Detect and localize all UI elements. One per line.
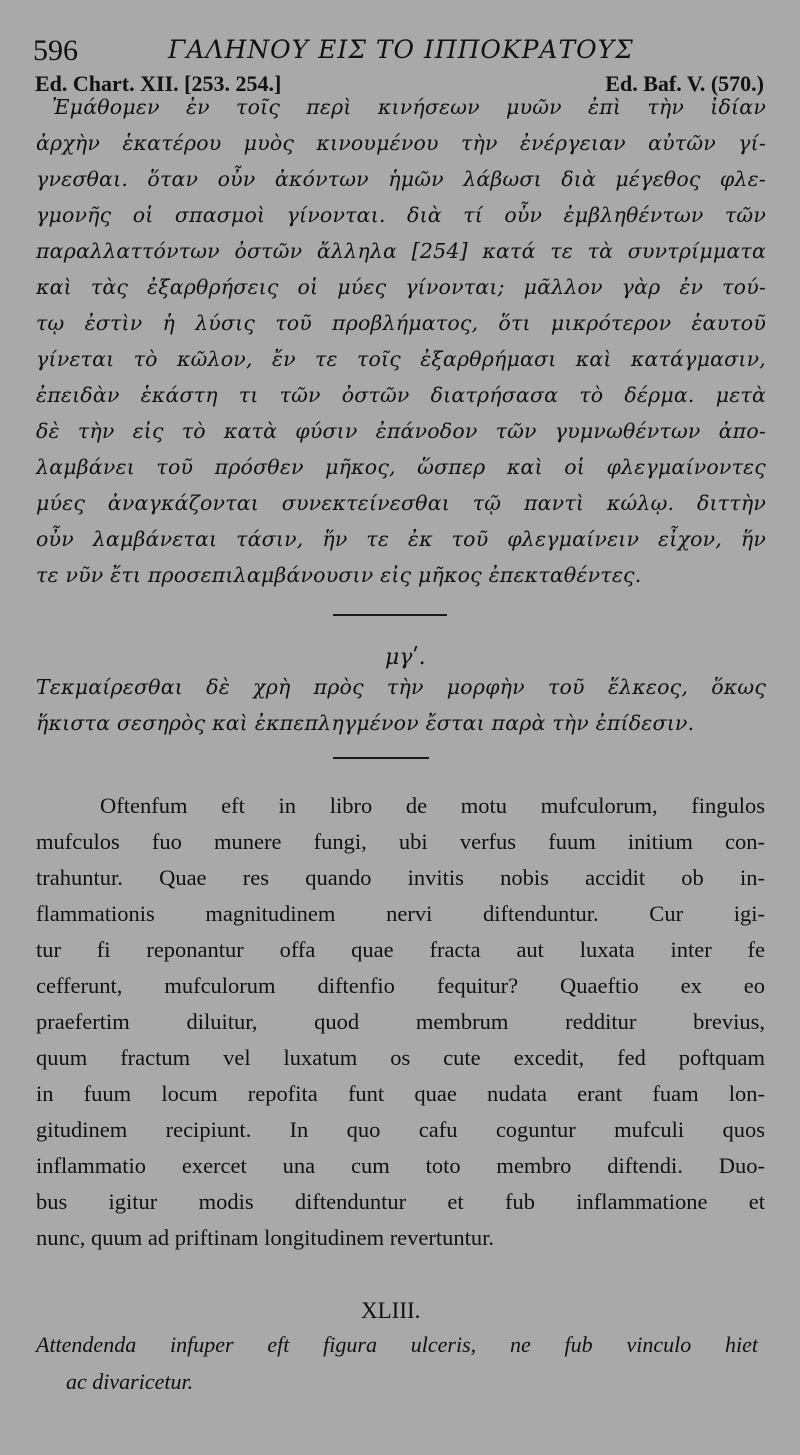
greek-line: Ἐμάθομεν ἐν τοῖς περὶ κινήσεων μυῶν ἐπὶ τὴν ἰδίαν (52, 95, 766, 119)
greek-line: μύες ἀναγκάζονται συνεκτείνεσθαι τῷ παντὶ κώλῳ. διττὴν (36, 491, 766, 515)
greek-line: λαμβάνει τοῦ πρόσθεν μῆκος, ὥσπερ καὶ οἱ φλεγμαίνοντες (36, 455, 766, 479)
greek-line: παραλλαττόντων ὀστῶν ἄλληλα [254] κατά τε τὰ συντρίμματα (36, 239, 766, 263)
greek-line: γνεσθαι. ὅταν οὖν ἀκόντων ἡμῶν λάβωσι διὰ μέγεθος φλε- (36, 167, 766, 191)
latin-line: flammationis magnitudinem nervi diftenduntur. Cur igi- (36, 901, 765, 926)
greek-line: ἐπειδὰν ἑκάστη τι τῶν ὀστῶν διατρήσασα τὸ δέρμα. μετὰ (36, 383, 766, 407)
latin-line: tur fi reponantur offa quae fracta aut luxata inter fe (36, 937, 765, 962)
latin-section-heading: XLIII. (361, 1298, 421, 1323)
section-divider (333, 614, 447, 616)
latin-line: quum fractum vel luxatum os cute excedit, fed poftquam (36, 1045, 765, 1070)
latin-line: praefertim diluitur, quod membrum redditur brevius, (36, 1009, 765, 1034)
running-title: ΓΑΛΗΝΟΥ ΕΙΣ ΤΟ ΙΠΠΟΚΡΑΤΟΥΣ (168, 35, 634, 64)
greek-aphorism-line: Τεκμαίρεσθαι δὲ χρὴ πρὸς τὴν μορφὴν τοῦ ἕλκεος, ὅκως (36, 675, 766, 699)
edition-reference-left: Ed. Chart. XII. [253. 254.] (35, 71, 282, 96)
edition-reference-right: Ed. Baf. V. (570.) (605, 71, 764, 96)
greek-line: οὖν λαμβάνεται τάσιν, ἥν τε ἐκ τοῦ φλεγμαίνειν εἶχον, ἥν (36, 527, 766, 551)
latin-line: bus igitur modis diftenduntur et fub inflammatione et (36, 1189, 765, 1214)
greek-line: τῳ ἐστὶν ἡ λύσις τοῦ προβλήματος, ὅτι μικρότερον ἑαυτοῦ (36, 311, 766, 335)
greek-section-heading: μγʹ. (385, 645, 426, 670)
greek-line: δὲ τὴν εἰς τὸ κατὰ φύσιν ἐπάνοδον τῶν γυμνωθέντων ἀπο- (36, 419, 766, 443)
greek-line: γίνεται τὸ κῶλον, ἔν τε τοῖς ἐξαρθρήμασι καὶ κατάγμασιν, (36, 347, 766, 371)
greek-line: γμονῆς οἱ σπασμοὶ γίνονται. διὰ τί οὖν ἐμβληθέντων τῶν (36, 203, 766, 227)
greek-line: τε νῦν ἔτι προσεπιλαμβάνουσιν εἰς μῆκος ἐπεκταθέντες. (36, 563, 642, 587)
latin-line: inflammatio exercet una cum toto membro diftendi. Duo- (36, 1153, 765, 1178)
greek-line: ἀρχὴν ἑκατέρου μυὸς κινουμένου τὴν ἐνέργειαν αὐτῶν γί- (36, 131, 766, 155)
latin-line: nunc, quum ad priftinam longitudinem revertuntur. (36, 1225, 495, 1250)
greek-line: καὶ τὰς ἐξαρθρήσεις οἱ μύες γίνονται; μᾶλλον γὰρ ἐν τού- (36, 275, 766, 299)
greek-aphorism-line: ἥκιστα σεσηρὸς καὶ ἐκπεπληγμένον ἔσται παρὰ τὴν ἐπίδεσιν. (36, 711, 695, 735)
latin-line: Oftenfum eft in libro de motu mufculorum, fingulos (100, 793, 765, 818)
latin-line: in fuum locum repofita funt quae nudata erant fuam lon- (36, 1081, 765, 1106)
latin-line: cefferunt, mufculorum diftenfio fequitur? Quaeftio ex eo (36, 973, 765, 998)
page-number: 596 (33, 34, 78, 67)
latin-aphorism-line: Attendenda infuper eft figura ulceris, ne fub vinculo hiet (36, 1332, 758, 1357)
section-divider (333, 757, 429, 759)
latin-line: trahuntur. Quae res quando invitis nobis accidit ob in- (36, 865, 765, 890)
latin-line: gitudinem recipiunt. In quo cafu coguntur mufculi quos (36, 1117, 765, 1142)
latin-aphorism-line: ac divaricetur. (66, 1369, 194, 1394)
latin-line: mufculos fuo munere fungi, ubi verfus fuum initium con- (36, 829, 765, 854)
